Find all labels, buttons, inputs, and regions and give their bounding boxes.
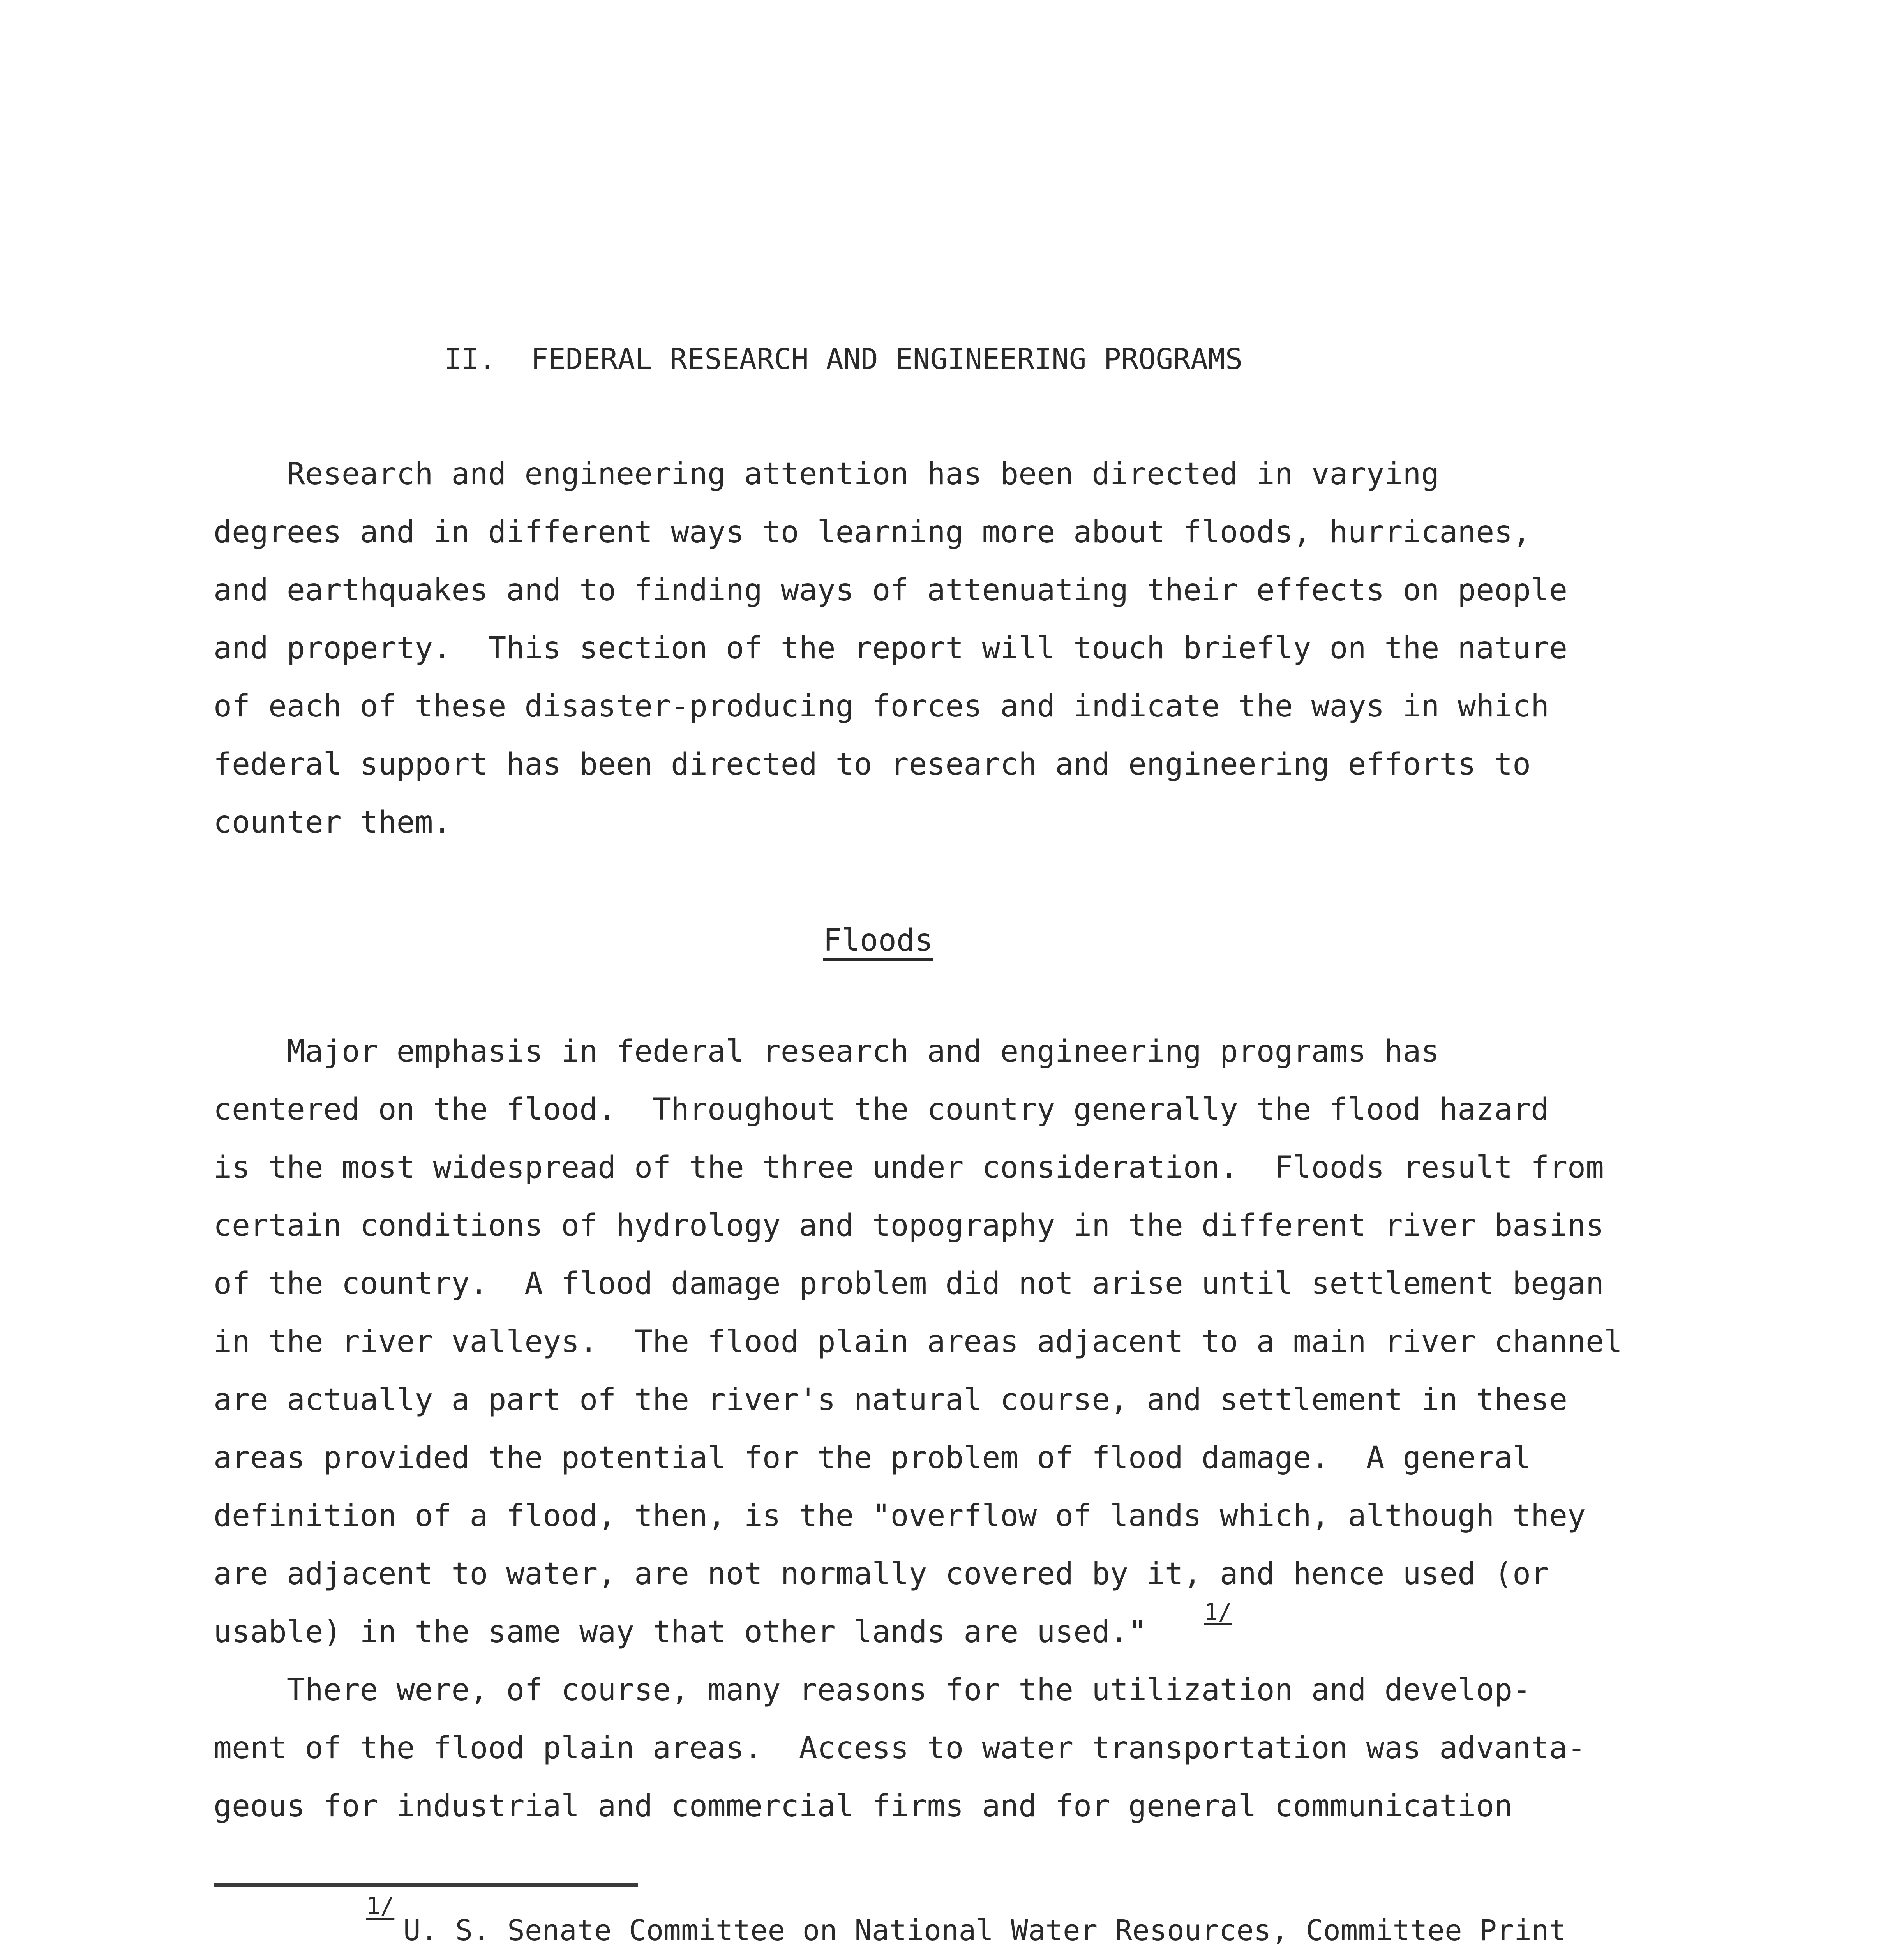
text-line: degrees and in different ways to learning more about floods, hurricanes, [214,515,1531,550]
text-line: Research and engineering attention has been directed in varying [214,457,1440,492]
text-line: counter them. [214,805,452,840]
text-line: Major emphasis in federal research and engineering programs has [214,1034,1440,1069]
text-line: definition of a flood, then, is the "overflow of lands which, although they [214,1498,1586,1533]
text-line: are adjacent to water, are not normally covered by it, and hence used (or [214,1556,1549,1592]
text-line: of the country. A flood damage problem did not arise until settlement began [214,1266,1604,1301]
floods-subheading: Floods [823,923,933,958]
text-line: federal support has been directed to research and engineering efforts to [214,747,1531,782]
footnote-line: U. S. Senate Committee on National Water Resources, Committee Print [403,1914,1566,1947]
text-line: usable) in the same way that other lands are used." [214,1615,1147,1650]
text-line: and earthquakes and to finding ways of attenuating their effects on people [214,573,1568,608]
text-line: in the river valleys. The flood plain areas adjacent to a main river channel [214,1324,1622,1359]
text-line: are actually a part of the river's natural course, and settlement in these [214,1382,1568,1417]
text-line: geous for industrial and commercial firms and for general communication [214,1789,1513,1824]
footnote-reference: 1/ [1204,1599,1232,1626]
text-line: centered on the flood. Throughout the country generally the flood hazard [214,1092,1549,1127]
text-line: and property. This section of the report will touch briefly on the nature [214,631,1568,666]
footnote-divider [214,1883,638,1887]
text-line: certain conditions of hydrology and topography in the different river basins [214,1208,1604,1243]
text-line: of each of these disaster-producing forces and indicate the ways in which [214,689,1549,724]
section-heading: II. FEDERAL RESEARCH AND ENGINEERING PROGRAMS [444,342,1243,376]
text-line: There were, of course, many reasons for the utilization and develop- [214,1673,1531,1708]
text-line: is the most widespread of the three under consideration. Floods result from [214,1150,1604,1185]
footnote-marker: 1/ [366,1892,395,1920]
text-line: areas provided the potential for the problem of flood damage. A general [214,1440,1531,1475]
text-line: ment of the flood plain areas. Access to water transportation was advanta- [214,1731,1586,1766]
